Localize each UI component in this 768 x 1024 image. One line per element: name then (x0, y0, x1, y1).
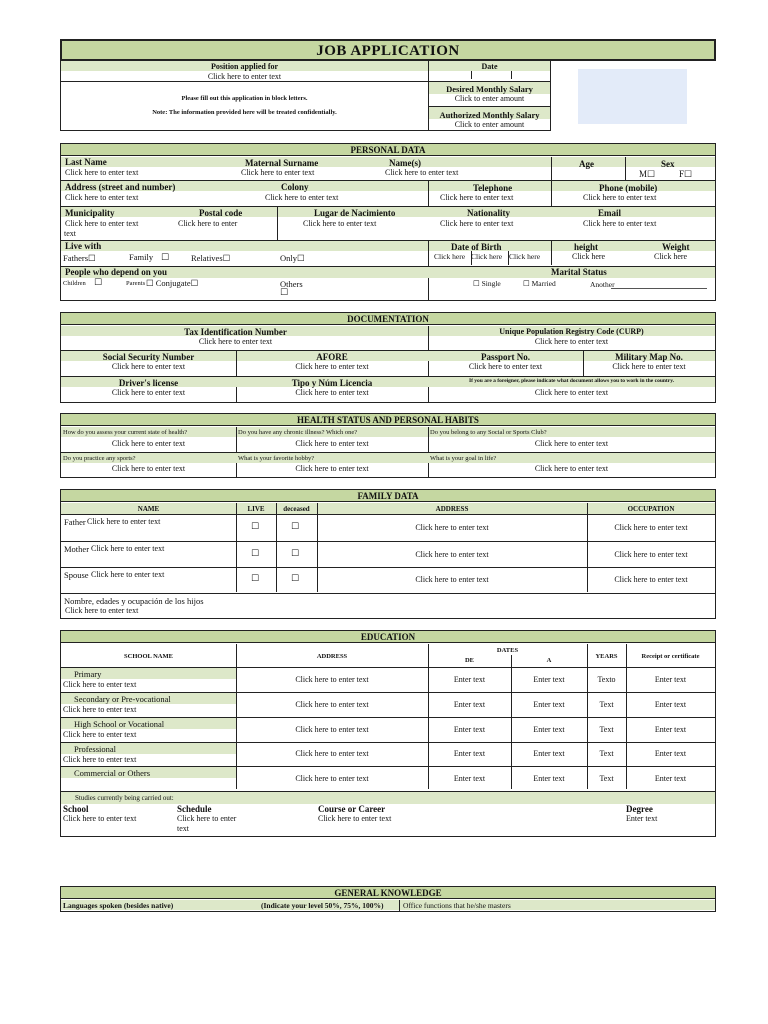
names-label: Name(s) (389, 158, 421, 168)
current-schedule-input-wrap: text (177, 824, 189, 833)
documentation-section (60, 312, 716, 403)
edu-level-label: Primary (74, 669, 102, 679)
ssn-input[interactable]: Click here to enter text (111, 362, 186, 371)
edu-school-input[interactable] (63, 779, 233, 789)
maternal-surname-label: Maternal Surname (245, 158, 319, 168)
foreigner-document-input[interactable]: Click here to enter text (534, 388, 609, 397)
edu-from-input[interactable]: Enter text (453, 700, 486, 709)
edu-school-input[interactable]: Click here to enter text (63, 755, 137, 764)
edu-school-input[interactable]: Click here to enter text (63, 705, 137, 714)
military-map-label: Military Map No. (615, 352, 683, 362)
current-school-input[interactable]: Click here to enter text (63, 814, 137, 823)
deceased-checkbox[interactable]: ☐ (291, 549, 300, 559)
family-address-input[interactable]: Click here to enter text (415, 575, 489, 584)
sex-f-checkbox[interactable]: F☐ (679, 169, 693, 179)
current-schedule-label: Schedule (177, 804, 212, 814)
family-live-col: LIVE (247, 505, 265, 513)
education-section (60, 630, 716, 837)
position-label: Position applied for (210, 62, 279, 71)
military-map-input[interactable]: Click here to enter text (612, 362, 686, 371)
afore-input[interactable]: Click here to enter text (295, 362, 369, 371)
confidentiality-note: Note: The information provided here will be treated confidentially. (152, 109, 337, 116)
dependents-label: People who depend on you (65, 267, 168, 277)
curp-label: Unique Population Registry Code (CURP) (499, 327, 644, 336)
edu-from-input[interactable]: Enter text (453, 725, 486, 734)
position-input[interactable]: Click here to enter text (207, 72, 282, 81)
family-name-col: NAME (137, 505, 160, 513)
weight-input[interactable]: Click here (654, 252, 688, 261)
edu-address-input[interactable]: Click here to enter text (295, 774, 369, 783)
telephone-input[interactable]: Click here to enter text (440, 193, 514, 202)
authorized-salary-label: Authorized Monthly Salary (439, 110, 540, 120)
hobby-question: What is your favorite hobby? (238, 455, 315, 462)
edu-to-input[interactable]: Enter text (533, 725, 565, 734)
live-checkbox[interactable]: ☐ (251, 549, 260, 559)
edu-to-input[interactable]: Enter text (533, 700, 565, 709)
date-field[interactable] (471, 71, 472, 79)
edu-to-input[interactable]: Enter text (533, 675, 565, 684)
sports-input[interactable]: Click here to enter text (111, 464, 186, 473)
edu-level-label: Secondary or Pre-vocational (74, 694, 171, 704)
edu-address-input[interactable]: Click here to enter text (295, 749, 369, 758)
license-type-input[interactable]: Click here to enter text (295, 388, 369, 397)
edu-de-col: DE (464, 657, 475, 664)
mobile-phone-label: Phone (mobile) (599, 183, 658, 193)
email-label: Email (598, 208, 622, 218)
children-info-label: Nombre, edades y ocupación de los hijos (64, 596, 204, 606)
telephone-label: Telephone (473, 183, 513, 193)
education-row (61, 693, 715, 717)
family-occupation-input[interactable]: Click here to enter text (614, 523, 688, 532)
edu-years-input[interactable]: Texto (597, 675, 616, 684)
edu-from-input[interactable]: Enter text (453, 774, 486, 783)
height-label: height (574, 242, 599, 252)
edu-receipt-col: Receipt or certificate (641, 653, 700, 660)
office-functions-label: Office functions that he/she masters (403, 901, 511, 910)
mobile-phone-input[interactable]: Click here to enter text (583, 193, 657, 202)
hobby-input[interactable]: Click here to enter text (295, 464, 369, 473)
education-title: EDUCATION (61, 631, 715, 643)
edu-from-input[interactable]: Enter text (453, 749, 486, 758)
family-row (61, 515, 715, 541)
edu-from-input[interactable]: Enter text (453, 675, 486, 684)
club-question: Do you belong to any Social or Sports Club? (430, 429, 547, 436)
nationality-input[interactable]: Click here to enter text (440, 219, 514, 228)
dob-month-input[interactable]: Click here (471, 252, 503, 261)
curp-input[interactable]: Click here to enter text (534, 337, 609, 346)
general-knowledge-title: GENERAL KNOWLEDGE (61, 887, 715, 899)
title-bar (60, 39, 716, 61)
documentation-title: DOCUMENTATION (61, 313, 715, 325)
address-label: Address (street and number) (65, 182, 176, 192)
email-input[interactable]: Click here to enter text (583, 219, 657, 228)
family-address-col: ADDRESS (435, 505, 469, 513)
health-section (60, 413, 716, 478)
tax-id-input[interactable]: Click here to enter text (198, 337, 273, 346)
family-member-label: Father (64, 517, 86, 527)
edu-receipt-input[interactable]: Enter text (654, 725, 687, 734)
club-input[interactable]: Click here to enter text (534, 439, 609, 448)
family-occupation-input[interactable]: Click here to enter text (614, 550, 688, 559)
marital-another-label: Another (590, 280, 615, 289)
names-input[interactable]: Click here to enter text (385, 168, 459, 177)
live-checkbox[interactable]: ☐ (251, 522, 260, 532)
drivers-license-label: Driver's license (118, 378, 179, 388)
edu-address-input[interactable]: Click here to enter text (295, 725, 369, 734)
family-member-label: Spouse (64, 570, 89, 580)
family-deceased-col: deceased (283, 505, 310, 513)
dependents-others-checkbox[interactable]: ☐ (280, 288, 289, 298)
passport-label: Passport No. (481, 352, 530, 362)
marital-single-checkbox[interactable]: ☐ Single (473, 279, 501, 288)
edu-level-label: High School or Vocational (74, 719, 165, 729)
languages-label: Languages spoken (besides native) (63, 901, 174, 910)
edu-level-label: Commercial or Others (74, 768, 151, 778)
dob-year-input[interactable]: Click here (509, 252, 541, 261)
ssn-label: Social Security Number (102, 352, 195, 362)
current-course-input[interactable]: Click here to enter text (318, 814, 392, 823)
edu-dates-col: DATES (496, 647, 519, 654)
municipality-label: Municipality (65, 208, 115, 218)
birthplace-label: Lugar de Nacimiento (314, 208, 396, 218)
foreigner-document-label: If you are a foreigner, please indicate what document allows you to work in the country. (468, 378, 675, 384)
live-with-only-checkbox[interactable]: Only☐ (280, 253, 305, 263)
edu-years-input[interactable]: Text (599, 749, 614, 758)
edu-a-col: A (546, 657, 552, 664)
general-knowledge-section (60, 886, 716, 912)
children-info-input[interactable]: Click here to enter text (65, 606, 139, 615)
dependents-children-checkbox[interactable]: ☐ (94, 278, 103, 288)
family-occupation-col: OCCUPATION (627, 505, 675, 513)
sex-label: Sex (661, 159, 675, 169)
last-name-input[interactable]: Click here to enter text (65, 168, 139, 177)
license-type-label: Tipo y Núm Licencia (291, 378, 373, 388)
current-school-label: School (63, 804, 89, 814)
dependents-parents-label: Parents (126, 280, 146, 287)
photo-placeholder[interactable] (578, 69, 687, 124)
dob-label: Date of Birth (451, 242, 502, 252)
drivers-license-input[interactable]: Click here to enter text (111, 388, 186, 397)
dependents-children-label: Children (63, 280, 86, 287)
edu-to-input[interactable]: Enter text (533, 749, 565, 758)
dependents-conjugate-checkbox[interactable]: ☐ Conjugate☐ (146, 278, 199, 288)
health-title: HEALTH STATUS AND PERSONAL HABITS (61, 414, 715, 426)
edu-address-input[interactable]: Click here to enter text (295, 700, 369, 709)
family-member-name-input[interactable]: Click here to enter text (91, 544, 165, 553)
age-label: Age (579, 159, 594, 169)
education-row (61, 668, 715, 692)
nationality-label: Nationality (467, 208, 511, 218)
edu-receipt-input[interactable]: Enter text (654, 749, 687, 758)
application-header (60, 60, 551, 131)
date-label: Date (481, 62, 498, 71)
edu-years-input[interactable]: Text (599, 725, 614, 734)
edu-receipt-input[interactable]: Enter text (654, 774, 687, 783)
colony-input[interactable]: Click here to enter text (265, 193, 339, 202)
edu-level-label: Professional (74, 744, 117, 754)
education-row (61, 743, 715, 767)
colony-label: Colony (281, 182, 309, 192)
edu-school-input[interactable]: Click here to enter text (63, 680, 137, 689)
last-name-label: Last Name (65, 157, 107, 167)
family-row (61, 542, 715, 568)
edu-years-col: YEARS (595, 653, 618, 660)
page-title: JOB APPLICATION (316, 43, 460, 59)
live-with-relatives-checkbox[interactable]: Relatives☐ (191, 253, 231, 263)
sex-m-checkbox[interactable]: M☐ (639, 169, 656, 179)
chronic-illness-question: Do you have any chronic illness? Which one? (238, 429, 358, 436)
family-address-input[interactable]: Click here to enter text (415, 550, 489, 559)
family-member-name-input[interactable]: Click here to enter text (87, 517, 161, 526)
live-with-label: Live with (65, 241, 102, 251)
desired-salary-input[interactable]: Click to enter amount (454, 94, 525, 103)
desired-salary-label: Desired Monthly Salary (446, 84, 533, 94)
instructions-note: Please fill out this application in block letters. (181, 95, 308, 102)
authorized-salary-input[interactable]: Click to enter amount (454, 120, 525, 129)
postal-code-input[interactable]: Click here to enter (178, 219, 238, 228)
passport-input[interactable]: Click here to enter text (468, 362, 543, 371)
maternal-surname-input[interactable]: Click here to enter text (241, 168, 315, 177)
dependents-others-label: Others (280, 279, 303, 289)
dob-day-input[interactable]: Click here (434, 252, 466, 261)
life-goal-question: What is your goal in life? (430, 455, 497, 462)
family-data-section (60, 489, 716, 619)
edu-address-col: ADDRESS (316, 653, 348, 660)
language-level-label: (Indicate your level 50%, 75%, 100%) (261, 901, 384, 910)
education-row (61, 767, 715, 791)
current-degree-label: Degree (626, 804, 653, 814)
edu-address-input[interactable]: Click here to enter text (295, 675, 369, 684)
live-checkbox[interactable]: ☐ (251, 574, 260, 584)
current-studies-label: Studies currently being carried out: (75, 794, 174, 802)
edu-to-input[interactable]: Enter text (533, 774, 565, 783)
edu-school-col: SCHOOL NAME (124, 653, 173, 660)
current-degree-input[interactable]: Enter text (626, 814, 658, 823)
postal-code-label: Postal code (199, 208, 243, 218)
family-data-title: FAMILY DATA (61, 490, 715, 502)
live-with-fathers-checkbox[interactable]: Fathers☐ (63, 253, 96, 263)
municipality-input[interactable]: Click here to enter text (65, 219, 139, 228)
live-with-family-checkbox[interactable]: ☐ (161, 253, 170, 263)
family-row (61, 568, 715, 593)
marital-married-checkbox[interactable]: ☐ Married (523, 279, 556, 288)
health-state-question: How do you assess your current state of health? (63, 429, 188, 436)
marital-another-line[interactable] (611, 288, 707, 289)
education-row (61, 718, 715, 742)
current-course-label: Course or Career (318, 804, 386, 814)
birthplace-input[interactable]: Click here to enter text (303, 219, 377, 228)
health-state-input[interactable]: Click here to enter text (111, 439, 186, 448)
weight-label: Weight (662, 242, 690, 252)
current-schedule-input[interactable]: Click here to enter (177, 814, 237, 823)
life-goal-input[interactable]: Click here to enter text (534, 464, 609, 473)
edu-receipt-input[interactable]: Enter text (654, 700, 687, 709)
tax-id-label: Tax Identification Number (184, 327, 287, 337)
personal-data-section (60, 143, 716, 301)
family-occupation-input[interactable]: Click here to enter text (614, 575, 688, 584)
family-member-name-input[interactable]: Click here to enter text (91, 570, 165, 579)
deceased-checkbox[interactable]: ☐ (291, 574, 300, 584)
family-address-input[interactable]: Click here to enter text (415, 523, 489, 532)
sports-question: Do you practice any sports? (63, 455, 136, 462)
personal-data-title: PERSONAL DATA (61, 144, 715, 156)
chronic-illness-input[interactable]: Click here to enter text (295, 439, 369, 448)
edu-receipt-input[interactable]: Enter text (654, 675, 687, 684)
municipality-input-wrap: text (64, 229, 76, 238)
address-input[interactable]: Click here to enter text (65, 193, 139, 202)
live-with-family-label: Family (129, 252, 154, 262)
height-input[interactable]: Click here (572, 252, 606, 261)
deceased-checkbox[interactable]: ☐ (291, 522, 300, 532)
edu-years-input[interactable]: Text (599, 774, 614, 783)
family-member-label: Mother (64, 544, 90, 554)
edu-years-input[interactable]: Text (599, 700, 614, 709)
edu-school-input[interactable]: Click here to enter text (63, 730, 137, 739)
afore-label: AFORE (316, 352, 348, 362)
marital-status-label: Marital Status (551, 267, 607, 277)
